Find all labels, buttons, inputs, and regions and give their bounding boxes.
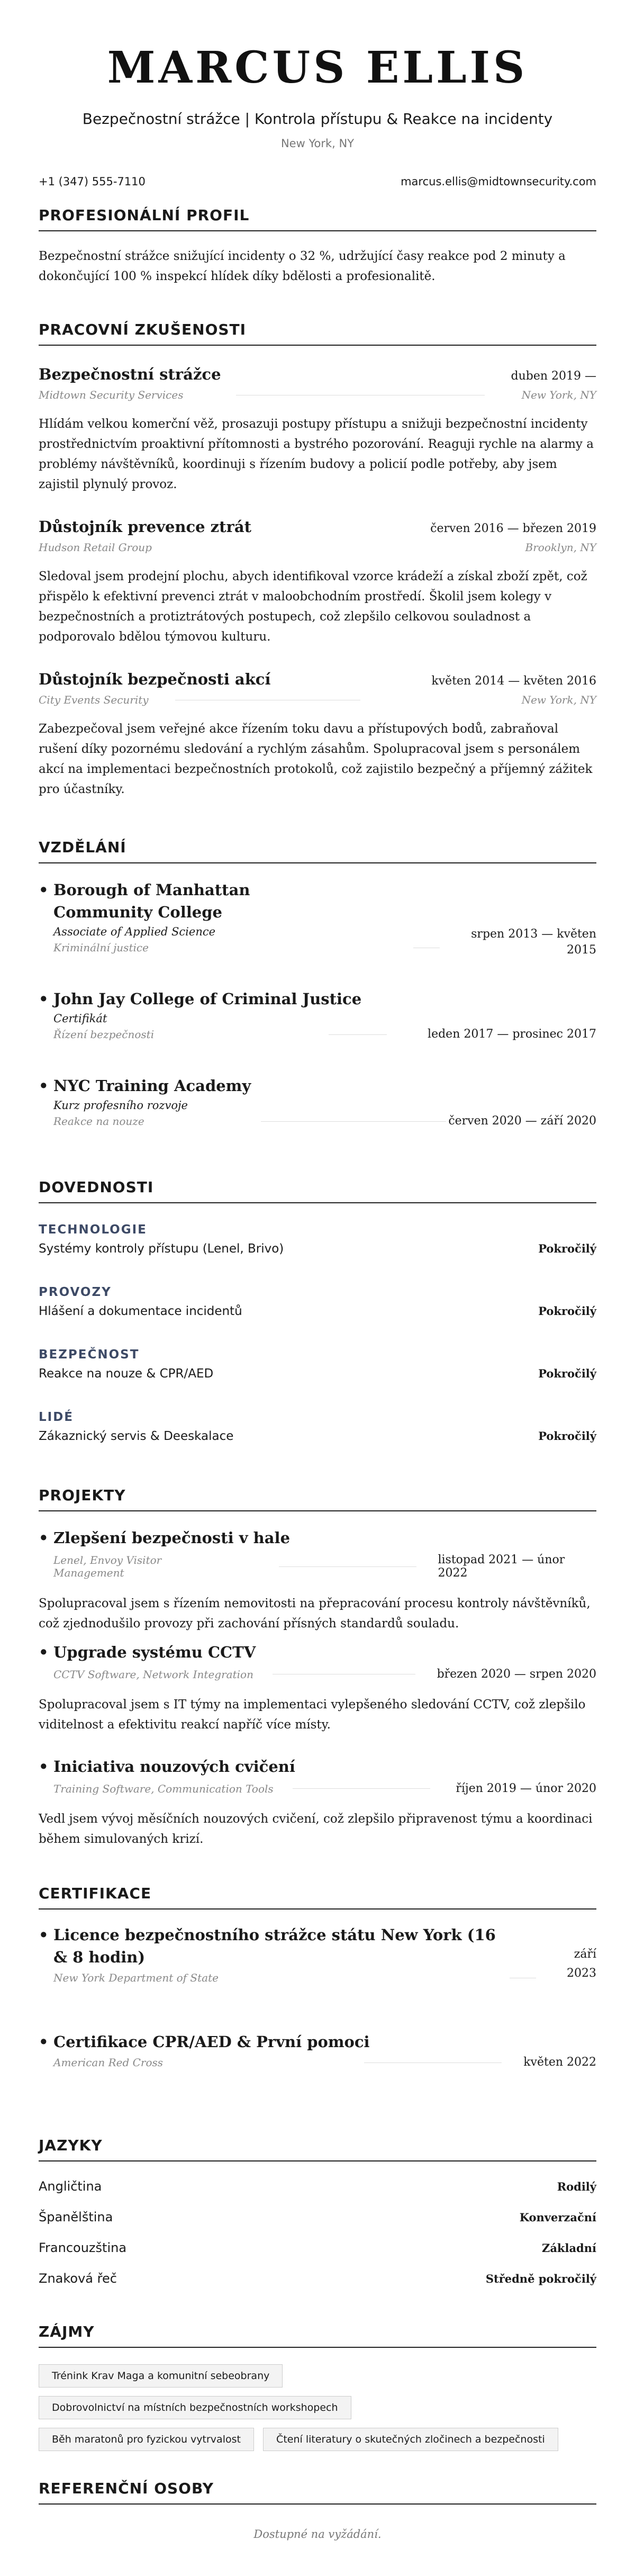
field-of-study: Řízení bezpečnosti xyxy=(53,1028,155,1041)
degree: Kurz profesního rozvoje xyxy=(53,1099,188,1112)
interest-tags xyxy=(39,2364,596,2460)
school-name: • John Jay College of Criminal Justice xyxy=(39,988,428,1010)
language-level: Rodilý xyxy=(557,2180,596,2193)
project-dates: březen 2020 — srpen 2020 xyxy=(437,1668,596,1681)
job-company: Hudson Retail Group xyxy=(39,541,152,554)
skill-category: BEZPEČNOST xyxy=(39,1348,140,1362)
project-dates: listopad 2021 — únor 2022 xyxy=(438,1553,565,1580)
education-entry xyxy=(39,988,596,1041)
interest-tag: Dobrovolnictví na místních bezpečnostních workshopech xyxy=(39,2396,351,2419)
skill-name: Hlášení a dokumentace incidentů xyxy=(39,1304,242,1318)
skill-level: Pokročilý xyxy=(538,1367,596,1380)
education-dates: červen 2020 — září 2020 xyxy=(448,1114,596,1128)
certification-date: květen 2022 xyxy=(523,2056,596,2069)
education-entry xyxy=(39,1075,596,1128)
job-dates: květen 2014 — květen 2016 xyxy=(431,674,596,688)
school-name: • NYC Training Academy xyxy=(39,1075,448,1097)
skills-section xyxy=(39,1178,596,1203)
skill-name: Zákaznický servis & Deeskalace xyxy=(39,1429,234,1443)
divider-line xyxy=(364,2062,502,2063)
interests-section xyxy=(39,2323,596,2348)
language-level: Středně pokročilý xyxy=(485,2272,596,2285)
job-location: Brooklyn, NY xyxy=(525,541,596,554)
candidate-location: New York, NY xyxy=(280,137,355,150)
project-description: Spolupracoval jsem s řízením nemovitosti na přepracování procesu kontroly návštěvníků, což zjednodušilo provozy při zachování přísných standardů souladu. xyxy=(39,1597,591,1631)
interest-tag: Běh maratonů pro fyzickou vytrvalost xyxy=(39,2428,254,2451)
job-entry xyxy=(39,365,596,494)
school-name: • Borough of Manhattan Community College xyxy=(39,879,335,923)
job-title: Důstojník prevence ztrát xyxy=(39,518,252,536)
job-dates: červen 2016 — březen 2019 xyxy=(430,522,596,535)
field-of-study: Kriminální justice xyxy=(53,941,149,954)
divider-line xyxy=(261,1121,446,1122)
project-tech: Lenel, Envoy Visitor Management xyxy=(53,1554,162,1579)
candidate-name: MARCUS ELLIS xyxy=(107,42,528,93)
skill-category: TECHNOLOGIE xyxy=(39,1223,147,1237)
skill-category: LIDÉ xyxy=(39,1410,74,1424)
divider-line xyxy=(293,1788,430,1789)
contact-row xyxy=(39,175,596,188)
language-name: Angličtina xyxy=(39,2179,102,2194)
job-entry xyxy=(39,518,596,647)
certifications-section xyxy=(39,1885,596,1910)
certification-issuer: New York Department of State xyxy=(53,1971,219,1984)
section-title-interests: ZÁJMY xyxy=(39,2323,596,2348)
certification-entry xyxy=(39,1924,596,1984)
job-location: New York, NY xyxy=(521,693,596,706)
language-name: Španělština xyxy=(39,2210,113,2224)
section-title-experience: PRACOVNÍ ZKUŠENOSTI xyxy=(39,321,596,346)
certification-issuer: American Red Cross xyxy=(53,2056,164,2069)
skill-group xyxy=(39,1410,596,1443)
skill-name: Reakce na nouze & CPR/AED xyxy=(39,1367,214,1381)
email-address[interactable]: marcus.ellis@midtownsecurity.com xyxy=(401,175,596,188)
languages-section xyxy=(39,2137,596,2161)
education-dates-cont: 2015 xyxy=(567,943,596,957)
job-title: Bezpečnostní strážce xyxy=(39,365,221,383)
field-of-study: Reakce na nouze xyxy=(53,1115,144,1128)
job-location: New York, NY xyxy=(521,389,596,401)
projects-section xyxy=(39,1487,596,1511)
project-tech: Training Software, Communication Tools xyxy=(53,1782,274,1795)
project-dates: říjen 2019 — únor 2020 xyxy=(456,1782,596,1795)
education-entry xyxy=(39,879,596,958)
project-description: Spolupracoval jsem s IT týmy na implementaci vylepšeného sledování CCTV, což zlepšilo viditelnost a efektivitu reakcí napříč více místy. xyxy=(39,1698,586,1732)
project-title: • Upgrade systému CCTV xyxy=(39,1641,596,1663)
skill-group xyxy=(39,1348,596,1381)
job-entry xyxy=(39,670,596,799)
job-title: Důstojník bezpečnosti akcí xyxy=(39,670,271,688)
certification-date-cont: 2023 xyxy=(567,1967,596,1980)
language-row xyxy=(39,2240,596,2255)
language-level: Konverzační xyxy=(519,2211,596,2224)
skill-level: Pokročilý xyxy=(538,1242,596,1255)
degree: Associate of Applied Science xyxy=(53,925,216,938)
project-entry xyxy=(39,1755,596,1849)
section-title-education: VZDĚLÁNÍ xyxy=(39,839,596,863)
skill-name: Systémy kontroly přístupu (Lenel, Brivo) xyxy=(39,1242,284,1256)
section-title-projects: PROJEKTY xyxy=(39,1487,596,1511)
certification-date: září xyxy=(574,1948,596,1961)
degree: Certifikát xyxy=(53,1012,107,1025)
skill-level: Pokročilý xyxy=(538,1429,596,1443)
references-section xyxy=(39,2480,596,2541)
references-text: Dostupné na vyžádání. xyxy=(253,2528,382,2541)
project-title: • Iniciativa nouzových cvičení xyxy=(39,1755,596,1778)
job-description: Zabezpečoval jsem veřejné akce řízením toku davu a přístupových bodů, zabraňoval rušení díky pozornému sledování a rychlým zásahům. Spolupracoval jsem s personálem akcí na implementaci bezpečnostních protokolů, což zajistilo bezpečný a příjemný zážitek pro účastníky. xyxy=(39,722,593,796)
section-title-skills: DOVEDNOSTI xyxy=(39,1178,596,1203)
certification-title: • Licence bezpečnostního strážce státu New York (16 & 8 hodin) xyxy=(39,1924,504,1968)
project-tech: CCTV Software, Network Integration xyxy=(53,1668,253,1681)
phone-number[interactable]: +1 (347) 555-7110 xyxy=(39,175,146,188)
divider-line xyxy=(329,1034,387,1035)
interest-tag: Čtení literatury o skutečných zločinech a bezpečnosti xyxy=(263,2428,558,2451)
project-entry xyxy=(39,1527,596,1634)
certification-title: • Certifikace CPR/AED & První pomoci xyxy=(39,2031,523,2053)
job-company: City Events Security xyxy=(39,693,149,706)
experience-section xyxy=(39,321,596,346)
candidate-subtitle: Bezpečnostní strážce | Kontrola přístupu & Reakce na incidenty xyxy=(82,110,553,128)
profile-text: Bezpečnostní strážce snižující incidenty o 32 %, udržující časy reakce pod 2 minuty a dokončující 100 % inspekcí hlídek díky bdělosti a profesionalitě. xyxy=(39,249,566,283)
certification-entry xyxy=(39,2031,596,2069)
skill-category: PROVOZY xyxy=(39,1285,112,1299)
education-dates: leden 2017 — prosinec 2017 xyxy=(428,1028,596,1041)
divider-line xyxy=(279,1566,416,1567)
interest-tag: Trénink Krav Maga a komunitní sebeobrany xyxy=(39,2364,283,2388)
project-title: • Zlepšení bezpečnosti v hale xyxy=(39,1527,596,1549)
section-title-references: REFERENČNÍ OSOBY xyxy=(39,2480,596,2505)
skill-level: Pokročilý xyxy=(538,1304,596,1318)
section-title-languages: JAZYKY xyxy=(39,2137,596,2161)
language-row xyxy=(39,2271,596,2286)
education-dates: srpen 2013 — květen xyxy=(471,927,596,941)
section-title-certifications: CERTIFIKACE xyxy=(39,1885,596,1910)
project-entry xyxy=(39,1641,596,1735)
profile-section xyxy=(39,206,596,286)
project-description: Vedl jsem vývoj měsíčních nouzových cvičení, což zlepšilo připravenost týmu a koordinaci během simulovaných krizí. xyxy=(39,1812,593,1846)
section-title-profile: PROFESIONÁLNÍ PROFIL xyxy=(39,206,596,231)
skill-group xyxy=(39,1223,596,1256)
job-description: Sledoval jsem prodejní plochu, abych identifikoval vzorce krádeží a získal zboží zpět, což přispělo k efektivní prevenci ztrát v maloobchodním prostředí. Školil jsem kolegy v bezpečnostních a protiztrátových postupech, což zlepšilo celkovou souladnost a podporovalo bdělou týmovou kulturu. xyxy=(39,570,587,644)
language-row xyxy=(39,2210,596,2224)
education-section xyxy=(39,839,596,863)
language-row xyxy=(39,2179,596,2194)
job-dates: duben 2019 — xyxy=(511,370,596,383)
job-company: Midtown Security Services xyxy=(39,389,184,401)
language-name: Francouzština xyxy=(39,2240,127,2255)
language-level: Základní xyxy=(541,2241,596,2255)
job-description: Hlídám velkou komerční věž, prosazuji postupy přístupu a snižuji bezpečnostní incidenty prostřednictvím proaktivní přítomnosti a bystrého pozorování. Reaguji rychle na alarmy a problémy návštěvníků, koordinuji s řízením budovy a policií podle potřeby, aby jsem zajistil plynulý provoz. xyxy=(39,417,594,491)
language-name: Znaková řeč xyxy=(39,2271,117,2286)
skill-group xyxy=(39,1285,596,1318)
